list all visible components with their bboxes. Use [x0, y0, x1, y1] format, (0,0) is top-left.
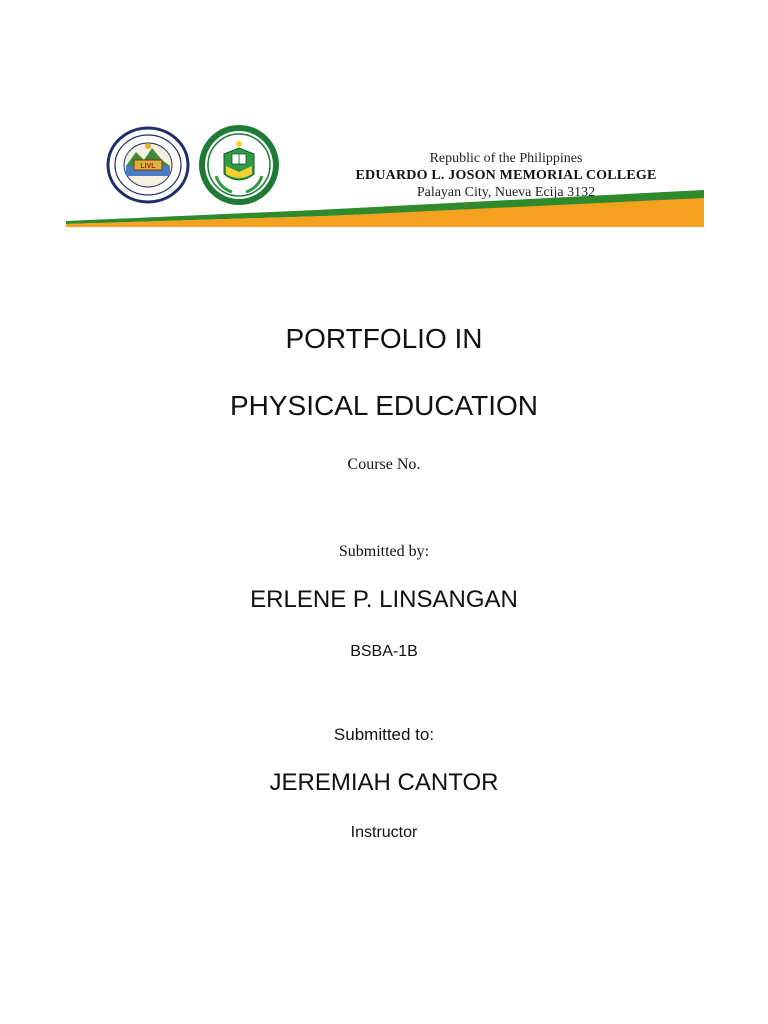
student-section: BSBA-1B [350, 643, 418, 660]
college-address: Palayan City, Nueva Ecija 3132 [416, 185, 596, 200]
student-name: ERLENE P. LINSANGAN [250, 586, 518, 613]
svg-text:LIVL: LIVL [140, 163, 156, 170]
document-header [0, 0, 768, 240]
instructor-name: JEREMIAH CANTOR [269, 769, 499, 796]
instructor-role: Instructor [350, 824, 418, 841]
submitted-by-label: Submitted by: [338, 543, 430, 560]
republic-line: Republic of the Philippines [429, 151, 583, 166]
title-line-2: PHYSICAL EDUCATION [229, 390, 539, 421]
header-banner [66, 190, 704, 230]
course-label: Course No. [347, 456, 421, 473]
submitted-to-label: Submitted to: [333, 725, 435, 744]
title-line-1: PORTFOLIO IN [285, 323, 483, 354]
college-name: EDUARDO L. JOSON MEMORIAL COLLEGE [355, 168, 657, 183]
